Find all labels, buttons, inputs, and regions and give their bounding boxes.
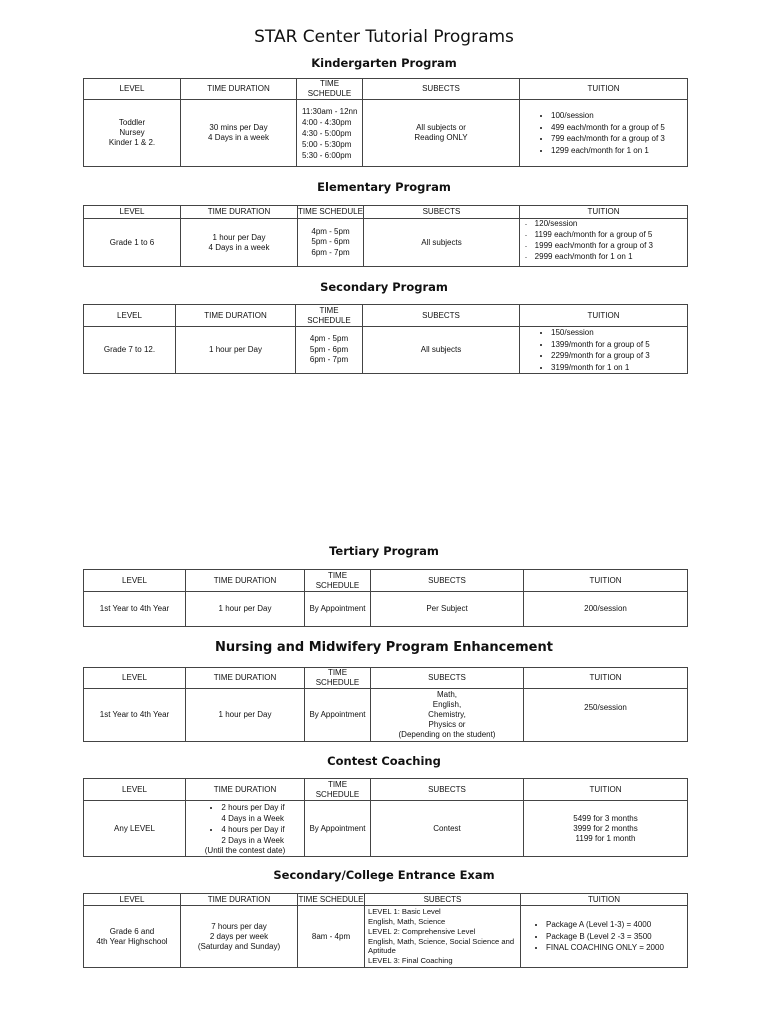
kindergarten-table: [83, 78, 688, 167]
subjects-line: LEVEL 1: Basic Level: [368, 907, 441, 917]
header-time-schedule: [305, 779, 371, 801]
tertiary-table: [83, 569, 688, 627]
contest-table: [83, 778, 688, 857]
header-time-schedule: TIME SCHEDULE: [298, 206, 364, 219]
duration-cell: [181, 219, 298, 267]
tuition-item: - 1199 each/month for a group of 5: [533, 230, 684, 241]
table-row: [84, 689, 688, 742]
duration-cell: 1 hour per Day: [176, 327, 296, 374]
header-tuition: TUITION: [524, 570, 688, 592]
duration-line: 4 hours per Day if: [221, 824, 285, 834]
kindergarten-heading: Kindergarten Program: [311, 56, 457, 70]
duration-item: [221, 824, 284, 846]
level-line: Toddler: [118, 118, 146, 127]
page-title: STAR Center Tutorial Programs: [254, 27, 514, 47]
level-cell: Grade 7 to 12.: [84, 327, 176, 374]
tuition-line: 1199 for 1 month: [575, 833, 636, 843]
header-time-duration: TIME DURATION: [186, 668, 305, 689]
header-row: [84, 894, 688, 906]
header-level: LEVEL: [84, 305, 176, 327]
header-subjects: SUBECTS: [363, 305, 520, 327]
secondary-table: [83, 304, 688, 374]
duration-item: [221, 802, 284, 824]
subjects-line: Chemistry,: [428, 710, 466, 719]
level-line: Nursey: [119, 128, 145, 137]
subjects-line: English,: [432, 700, 462, 709]
header-row: [84, 305, 688, 327]
schedule-cell: By Appointment: [305, 689, 371, 742]
level-line: Grade 6 and: [109, 926, 155, 936]
table-row: [84, 219, 688, 267]
elementary-heading: Elementary Program: [317, 180, 451, 194]
tuition-item: • 1399/month for a group of 5: [551, 339, 684, 351]
header-time-schedule: [305, 668, 371, 689]
header-time-schedule-line: SCHEDULE: [315, 789, 360, 799]
level-cell: Grade 1 to 6: [84, 219, 181, 267]
header-time-schedule-line: TIME: [327, 668, 348, 677]
tuition-item: - 120/session: [533, 219, 684, 230]
nursing-table: [83, 667, 688, 742]
tuition-list: [524, 919, 684, 954]
schedule-cell: [298, 219, 364, 267]
header-time-schedule: TIME SCHEDULE: [298, 894, 364, 904]
table-row: [84, 327, 688, 374]
tuition-cell: 250/session: [524, 689, 688, 742]
duration-line: (Saturday and Sunday): [197, 941, 281, 951]
schedule-cell: [296, 327, 363, 374]
schedule-line: 4:30 - 5:00pm: [302, 128, 352, 138]
subjects-cell: [371, 689, 524, 742]
header-subjects: SUBECTS: [371, 570, 524, 592]
header-row: [84, 668, 688, 689]
header-time-duration: TIME DURATION: [181, 206, 298, 219]
schedule-cell: [297, 100, 363, 167]
schedule-cell: By Appointment: [305, 592, 371, 627]
tuition-list: [523, 110, 684, 156]
tuition-item: • 1299 each/month for 1 on 1: [551, 145, 684, 157]
table-row: [84, 592, 688, 627]
schedule-cell: By Appointment: [305, 801, 371, 857]
header-level: LEVEL: [84, 206, 181, 219]
header-tuition: TUITION: [520, 206, 688, 219]
subjects-cell: Per Subject: [371, 592, 524, 627]
nursing-heading: Nursing and Midwifery Program Enhancement: [215, 640, 553, 655]
tuition-item: • Package A (Level 1-3) = 4000: [546, 919, 684, 931]
tuition-cell: [520, 219, 688, 267]
header-subjects: SUBECTS: [371, 668, 524, 689]
header-time-duration: TIME DURATION: [181, 79, 297, 100]
tuition-cell: [520, 327, 688, 374]
header-row: [84, 779, 688, 801]
header-level: LEVEL: [84, 79, 181, 100]
header-time-schedule-line: SCHEDULE: [307, 89, 352, 98]
tuition-list: [523, 327, 684, 373]
header-time-duration: TIME DURATION: [186, 570, 305, 592]
duration-line: 4 Days in a Week: [221, 813, 284, 823]
table-row: [84, 801, 688, 857]
header-time-schedule-line: TIME: [319, 305, 339, 315]
contest-heading: Contest Coaching: [327, 754, 441, 768]
subjects-cell: Contest: [371, 801, 524, 857]
secondary-heading: Secondary Program: [320, 280, 448, 294]
duration-cell: [186, 801, 305, 857]
tuition-item: • 150/session: [551, 327, 684, 339]
schedule-line: 5pm - 6pm: [311, 237, 350, 247]
elementary-table: [83, 205, 688, 267]
duration-cell: 1 hour per Day: [186, 592, 305, 627]
header-time-schedule-line: TIME: [327, 570, 348, 580]
header-row: [84, 206, 688, 219]
schedule-line: 11:30am - 12nn: [302, 106, 358, 116]
duration-line: 1 hour per Day: [212, 232, 266, 242]
entrance-table: [83, 893, 688, 968]
duration-line: 2 Days in a Week: [221, 835, 284, 845]
schedule-line: 4pm - 5pm: [309, 334, 349, 344]
header-time-duration: TIME DURATION: [181, 894, 298, 906]
header-subjects: SUBECTS: [371, 779, 524, 801]
duration-note: (Until the contest date): [204, 845, 286, 855]
tuition-item: • 3199/month for 1 on 1: [551, 362, 684, 374]
tuition-item: • 100/session: [551, 110, 684, 122]
subjects-line: LEVEL 2: Comprehensive Level: [368, 926, 476, 936]
subjects-line: (Depending on the student): [398, 730, 496, 739]
header-tuition: TUITION: [524, 668, 688, 689]
header-tuition: TUITION: [520, 305, 688, 327]
tuition-cell: [524, 801, 688, 857]
header-row: [84, 570, 688, 592]
header-time-duration: TIME DURATION: [186, 779, 305, 801]
subjects-cell: All subjects: [363, 327, 520, 374]
subjects-line: Reading ONLY: [414, 133, 468, 142]
tuition-item: • 799 each/month for a group of 3: [551, 133, 684, 145]
header-level: LEVEL: [84, 570, 186, 592]
table-row: [84, 100, 688, 167]
duration-line: 2 days per week: [209, 931, 269, 941]
level-cell: Any LEVEL: [84, 801, 186, 857]
tuition-line: 3999 for 2 months: [573, 823, 638, 833]
schedule-line: 6pm - 7pm: [311, 247, 350, 257]
duration-line: 4 Days in a week: [208, 133, 269, 142]
tuition-cell: 200/session: [524, 592, 688, 627]
level-cell: [84, 100, 181, 167]
subjects-line: All subjects or: [416, 123, 466, 132]
schedule-line: 5pm - 6pm: [309, 344, 349, 354]
duration-cell: 1 hour per Day: [186, 689, 305, 742]
level-line: Kinder 1 & 2.: [108, 138, 156, 147]
duration-cell: [181, 906, 298, 968]
header-time-schedule-line: TIME: [327, 779, 348, 789]
header-time-schedule-line: SCHEDULE: [315, 580, 360, 590]
duration-line: 7 hours per day: [211, 921, 267, 931]
tuition-item: • 499 each/month for a group of 5: [551, 122, 684, 134]
level-cell: 1st Year to 4th Year: [84, 592, 186, 627]
subjects-line: English, Math, Science, Social Science and: [368, 936, 515, 946]
header-time-schedule: [297, 79, 363, 100]
subjects-line: English, Math, Science: [368, 916, 446, 926]
header-level: LEVEL: [84, 894, 181, 906]
subjects-cell: [365, 906, 521, 968]
entrance-heading: Secondary/College Entrance Exam: [273, 868, 495, 882]
header-row: [84, 79, 688, 100]
header-time-schedule-line: TIME: [319, 79, 340, 88]
tuition-item: - 2999 each/month for 1 on 1: [533, 252, 684, 263]
header-time-schedule-line: SCHEDULE: [315, 678, 360, 687]
level-cell: [84, 906, 181, 968]
header-level: LEVEL: [84, 779, 186, 801]
subjects-cell: All subjects: [364, 219, 520, 267]
schedule-line: 6pm - 7pm: [309, 355, 349, 365]
schedule-line: 5:30 - 6:00pm: [302, 150, 352, 160]
tuition-cell: [520, 100, 688, 167]
schedule-line: 4pm - 5pm: [311, 226, 350, 236]
schedule-line: 4:00 - 4:30pm: [302, 117, 352, 127]
tuition-item: • 2299/month for a group of 3: [551, 350, 684, 362]
level-cell: 1st Year to 4th Year: [84, 689, 186, 742]
tuition-cell: [521, 906, 688, 968]
duration-line: 4 Days in a week: [208, 242, 270, 252]
header-time-schedule: [296, 305, 363, 327]
tuition-item: • FINAL COACHING ONLY = 2000: [546, 942, 684, 954]
subjects-line: Physics or: [428, 720, 466, 729]
tuition-line: 5499 for 3 months: [573, 813, 638, 823]
tuition-item: - 1999 each/month for a group of 3: [533, 241, 684, 252]
subjects-line: Aptitude: [368, 946, 396, 956]
duration-line: 2 hours per Day if: [221, 802, 285, 812]
duration-line: 30 mins per Day: [209, 123, 268, 132]
header-time-duration: TIME DURATION: [176, 305, 296, 327]
subjects-line: LEVEL 3: Final Coaching: [368, 956, 453, 966]
subjects-line: Math,: [436, 690, 457, 699]
schedule-cell: 8am - 4pm: [298, 906, 365, 968]
header-tuition: TUITION: [524, 779, 688, 801]
header-tuition: TUITION: [521, 894, 688, 906]
duration-cell: [181, 100, 297, 167]
header-tuition: TUITION: [520, 79, 688, 100]
header-subjects: SUBECTS: [364, 206, 520, 219]
header-level: LEVEL: [84, 668, 186, 689]
header-time-schedule-line: SCHEDULE: [307, 315, 351, 325]
header-subjects: SUBECTS: [365, 894, 521, 906]
level-line: 4th Year Highschool: [96, 936, 168, 946]
tertiary-heading: Tertiary Program: [329, 544, 439, 558]
tuition-list: [523, 219, 684, 263]
header-subjects: SUBECTS: [363, 79, 520, 100]
schedule-line: 5:00 - 5:30pm: [302, 139, 352, 149]
duration-list: [205, 802, 284, 846]
table-row: [84, 906, 688, 968]
tuition-item: • Package B (Level 2 -3 = 3500: [546, 931, 684, 943]
header-time-schedule: [305, 570, 371, 592]
subjects-cell: [363, 100, 520, 167]
